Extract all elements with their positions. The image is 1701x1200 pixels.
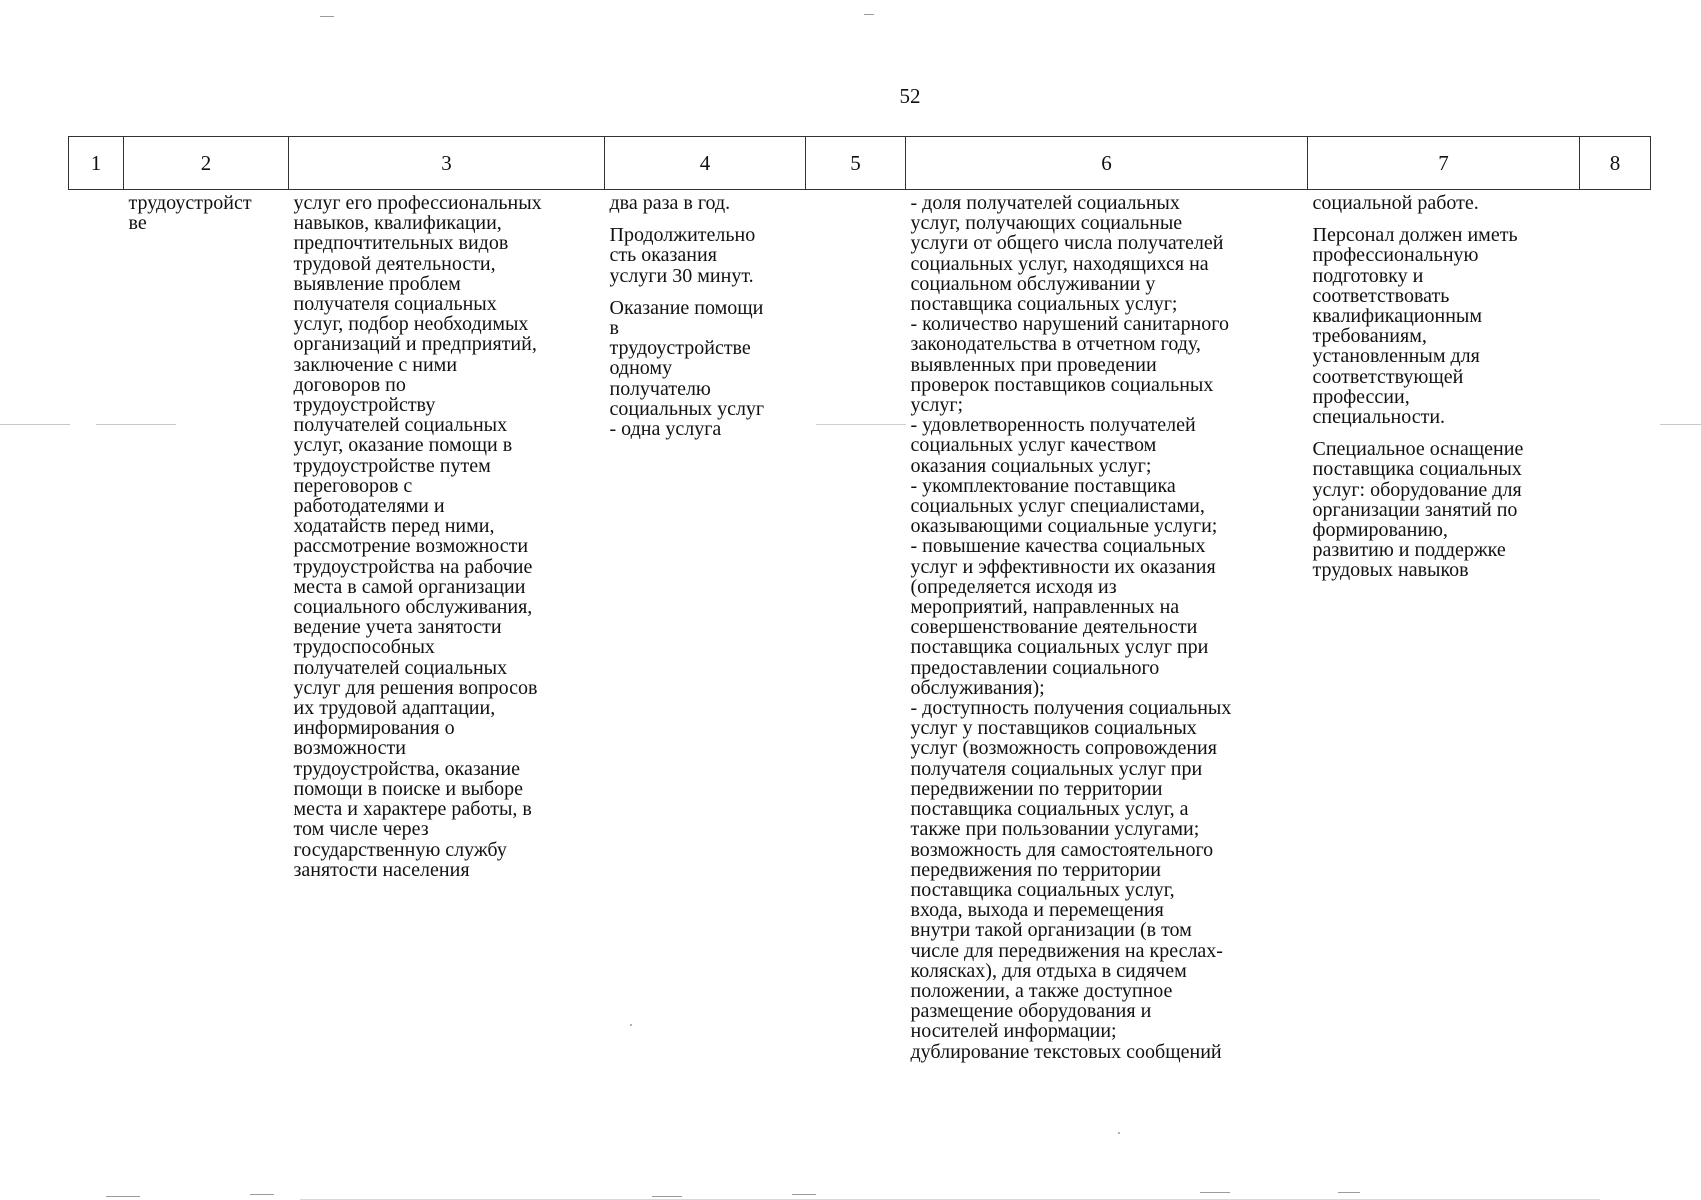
scan-artifact (864, 14, 874, 15)
column-number: 4 (605, 137, 806, 190)
cell-paragraph: Персонал должен иметь профессиональную подготовку и соответствовать квалификационным требованиям, установленным для соответствующей профессии, специальности. (1312, 224, 1518, 429)
scan-artifact (0, 424, 70, 425)
scan-artifact (250, 1194, 274, 1195)
cell-paragraph: Оказание помощи в трудоустройстве одному получателю социальных услуг - одна услуга (609, 296, 765, 441)
column-number: 3 (289, 137, 605, 190)
column-number: 7 (1308, 137, 1580, 190)
cell-paragraph: Продолжительно сть оказания услуги 30 минут. (609, 224, 756, 287)
column-number: 8 (1580, 137, 1651, 190)
column-number: 1 (69, 137, 124, 190)
column-number: 5 (806, 137, 906, 190)
cell-col-5 (806, 190, 906, 1062)
column-number: 2 (124, 137, 289, 190)
cell-text: услуг его профессиональных навыков, квалификации, предпочтительных видов трудовой деятельности, выявление проблем получателя социальных услуг, подбор необходимых организаций и предприятий, заключение с ними договоров по трудоустройству получателей социальных услуг, оказание помощи в трудоустройстве путем переговоров с работодателями и ходатайств перед ними, рассмотрение возможности трудоустройства на рабочие места в самой организации социального обслуживания, ведение учета занятости трудоспособных получателей социальных услуг для решения вопросов их трудовой адаптации, информирования о возможности трудоустройства, оказание помощи в поиске и выборе места и характере работы, в том числе через государственную службу занятости населения (293, 192, 542, 881)
scan-artifact (816, 424, 906, 425)
cell-service-description (289, 190, 605, 1062)
column-number-row (69, 137, 1651, 190)
scan-artifact (1200, 1192, 1230, 1193)
scan-artifact (96, 424, 176, 425)
scan-artifact (630, 1024, 632, 1026)
page-number: 52 (899, 84, 921, 108)
scan-artifact (652, 1196, 682, 1197)
cell-paragraph: Специальное оснащение поставщика социальных услуг: оборудование для организации занятий по формированию, развитию и поддержке трудовых навыков (1312, 438, 1524, 582)
cell-col-8 (1580, 190, 1651, 1062)
scan-artifact (1660, 424, 1701, 425)
cell-paragraph: социальной работе. (1312, 192, 1479, 214)
cell-conditions (1308, 190, 1580, 1062)
cell-text: трудоустройст ве (128, 192, 252, 235)
cell-service-name (124, 190, 289, 1062)
scan-artifact (792, 1194, 816, 1195)
scan-artifact (1338, 1192, 1360, 1193)
table-row (69, 190, 1651, 1062)
cell-service-frequency (605, 190, 806, 1062)
column-number: 6 (906, 137, 1308, 190)
cell-quality-indicators (906, 190, 1308, 1062)
scan-artifact (106, 1196, 140, 1197)
cell-col-1 (69, 190, 124, 1062)
services-table (68, 136, 1651, 1062)
cell-paragraph: два раза в год. (609, 192, 731, 214)
cell-text: - доля получателей социальных услуг, получающих социальные услуги от общего числа получателей социальных услуг, находящихся на социальном обслуживании у поставщика социальных услуг; - количество нарушений санитарного законодательства в отчетном году, выявленных при проведении проверок поставщиков социальных услуг; - удовлетворенность получателей социальных услуг качеством оказания социальных услуг; - укомплектование поставщика социальных услуг специалистами, оказывающими социальные услуги; - повышение качества социальных услуг и эффективности их оказания (определяется исходя из мероприятий, направленных на совершенствование деятельности поставщика социальных услуг при предоставлении социального обслуживания); - доступность получения социальных услуг у поставщиков социальных услуг (возможность сопровождения получателя социальных услуг при передвижении по территории поставщика социальных услуг, а также при пользовании услугами; возможность для самостоятельного передвижения по территории поставщика социальных услуг, входа, выхода и перемещения внутри такой организации (в том числе для передвижения на креслах- колясках), для отдыха в сидячем положении, а также доступное размещение оборудования и носителей информации; дублирование текстовых сообщений (910, 192, 1232, 1063)
scan-artifact (320, 16, 334, 17)
scan-artifact (1118, 1132, 1120, 1134)
